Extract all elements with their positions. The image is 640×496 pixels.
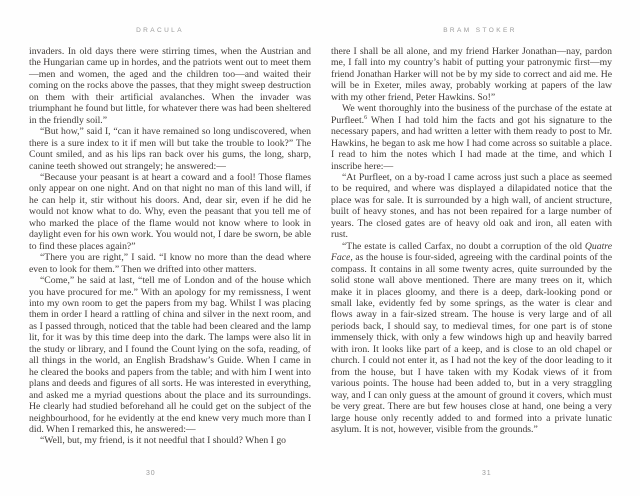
page-right-text-column [331, 46, 612, 435]
paragraph: there I shall be all alone, and my friend Harker Jonathan—nay, pardon me, I fall into my country’s habit of putting your patronymic first—my friend Jonathan Harker will not be by my side to correct and aid me. He will be in Exeter, miles away, probably working at papers of the law with my other friend, Peter Hawkins. So!” [331, 46, 612, 103]
page-number-right: 31 [482, 470, 492, 477]
paragraph: invaders. In old days there were stirring times, when the Austrian and the Hungarian came up in hordes, and the patriots went out to meet them—men and women, the aged and the children too—and waited their coming on the rocks above the passes, that they might sweep destruction on them with their artificial avalanches. When the invader was triumphant he found but little, for whatever there was had been sheltered in the friendly soil.” [29, 46, 311, 126]
paragraph: “There you are right,” I said. “I know no more than the dead where even to look for them.” Then we drifted into other matters. [29, 252, 311, 275]
page-left-text-column [29, 46, 311, 447]
paragraph: “At Purfleet, on a by-road I came across just such a place as seemed to be required, and where was displayed a dilapidated notice that the place was for sale. It is surrounded by a high wall, of ancient structure, built of heavy stones, and has not been repaired for a large number of years. The closed gates are of heavy old oak and iron, all eaten with rust. [331, 171, 612, 241]
paragraph: “Well, but, my friend, is it not needful that I should? When I go [40, 435, 287, 447]
running-head-author: BRAM STOKER [443, 27, 517, 34]
page-number-left: 30 [146, 470, 156, 477]
paragraph: We went thoroughly into the business of the purchase of the estate at Purfleet.$^6$ When I had told him the facts and got his signature to the necessary papers, and had written a letter with them ready to post to Mr. Hawkins, he began to ask me how I had come across so suitable a place. I read to him the notes which I had made at the time, and which I inscribe here:— [331, 103, 612, 172]
paragraph: “The estate is called Carfax, no doubt a corruption of the old Quatre Face, as the house is four-sided, agreeing with the cardinal points of the compass. It contains in all some twenty acres, quite surrounded by the solid stone wall above mentioned. There are many trees on it, which make it in places gloomy, and there is a deep, dark-looking pond or small lake, evidently fed by some springs, as the water is clear and flows away in a fair-sized stream. The house is very large and of all periods back, I should say, to medieval times, for one part is of stone immensely thick, with only a few windows high up and heavily barred with iron. It looks like part of a keep, and is close to an old chapel or church. I could not enter it, as I had not the key of the door leading to it from the house, but I have taken with my Kodak views of it from various points. The house had been added to, but in a very straggling way, and I can only guess at the amount of ground it covers, which must be very great. There are but few houses close at hand, one being a very large house only recently added to and formed into a private lunatic asylum. It is not, however, visible from the grounds.” [331, 240, 612, 435]
paragraph: “Come,” he said at last, “tell me of London and of the house which you have procured for me.” With an apology for my remissness, I went into my own room to get the papers from my bag. Whilst I was placing them in order I heard a rattling of china and silver in the next room, and as I passed through, noticed that the table had been cleared and the lamp lit, for it was by this time deep into the dark. The lamps were also lit in the study or library, and I found the Count lying on the sofa, reading, of all things in the world, an English Bradshaw’s Guide. When I came in he cleared the books and papers from the table; and with him I went into plans and deeds and figures of all sorts. He was interested in everything, and asked me a myriad questions about the place and its surroundings. He clearly had studied beforehand all he could get on the subject of the neighbourhood, for he evidently at the end knew very much more than I did. When I remarked this, he answered:— [29, 275, 311, 435]
paragraph: “Because your peasant is at heart a coward and a fool! Those flames only appear on one night. And on that night no man of this land will, if he can help it, stir without his doors. And, dear sir, even if he did he would not know what to do. Why, even the peasant that you tell me of who marked the place of the flame would not know where to look in daylight even for his own work. You would not, I dare be sworn, be able to find these places again?” [29, 171, 311, 252]
running-head-title: DRACULA [136, 27, 184, 34]
paragraph: “But how,” said I, “can it have remained so long undiscovered, when there is a sure index to it if men will but take the trouble to look?” The Count smiled, and as his lips ran back over his gums, the long, sharp, canine teeth showed out strangely; he answered:— [29, 126, 311, 172]
page-right [320, 0, 640, 496]
footnote-marker: 6 [364, 114, 368, 121]
